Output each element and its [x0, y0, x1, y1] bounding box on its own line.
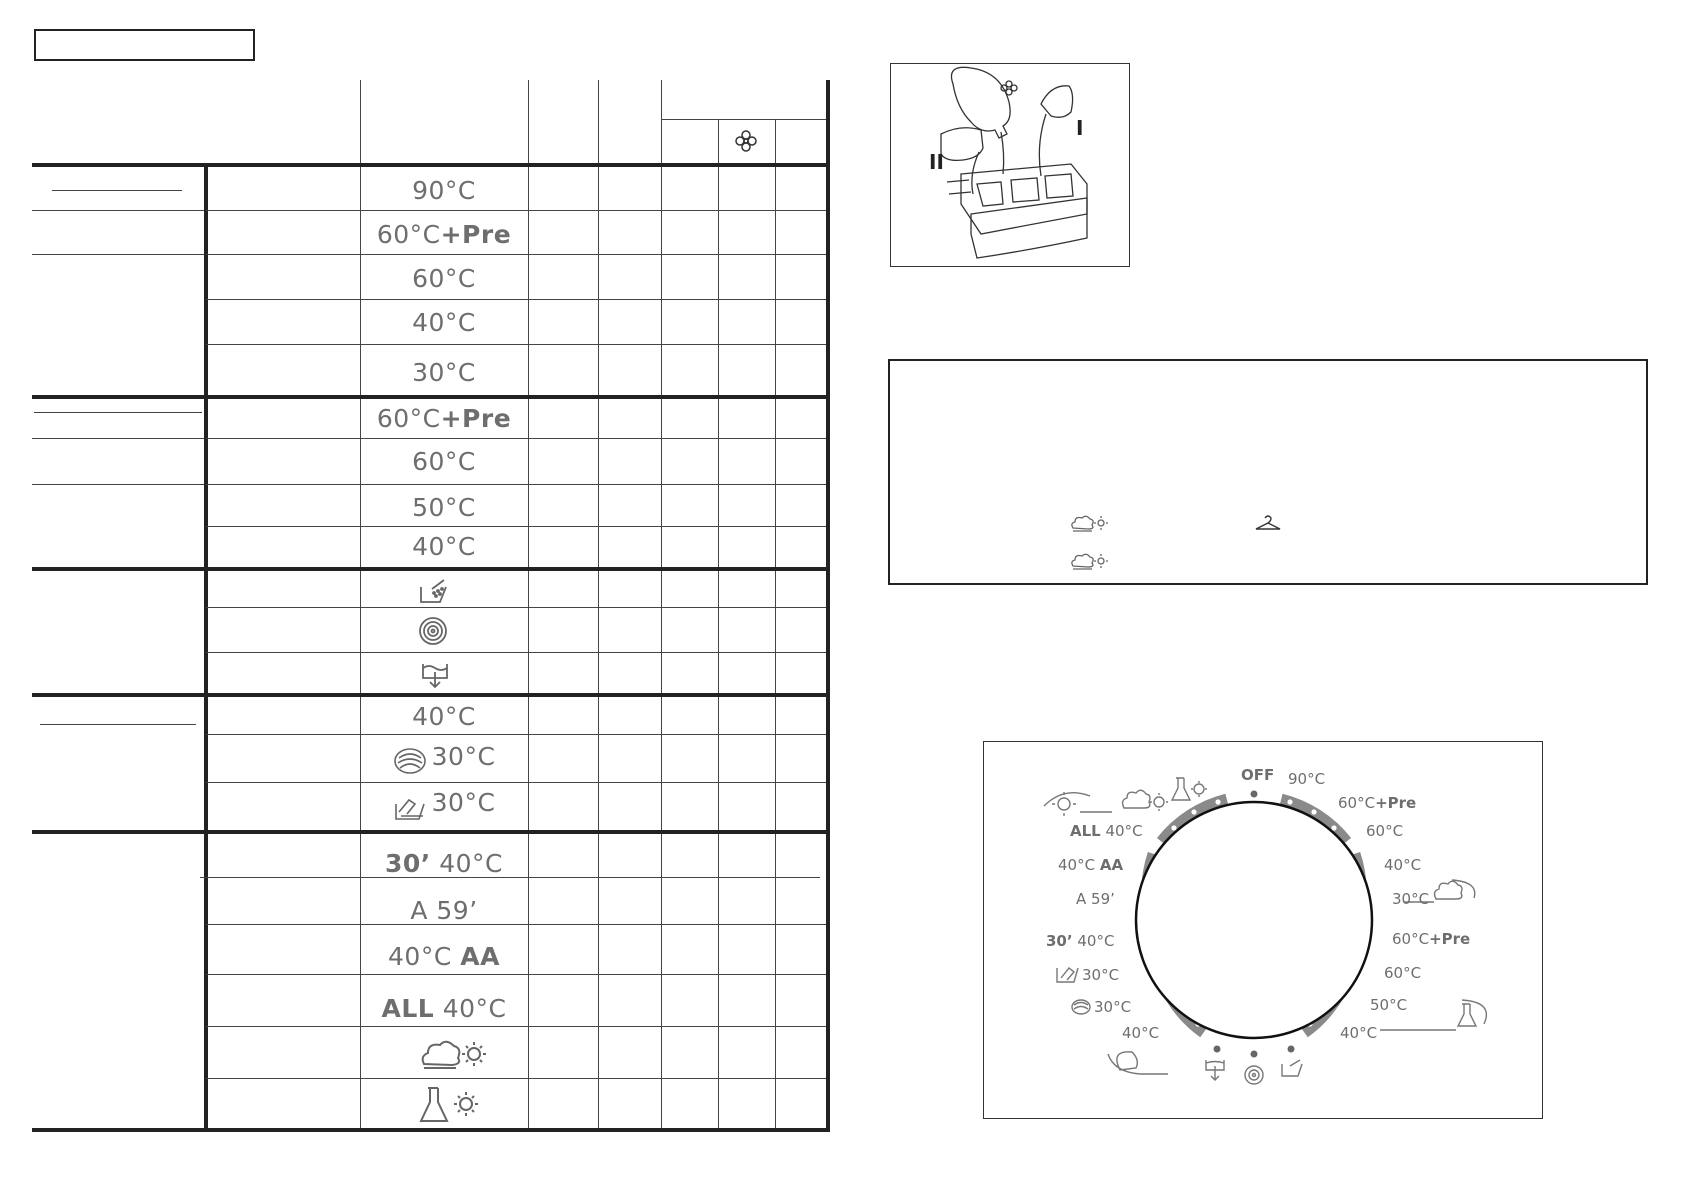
compartment-2-label: II [929, 150, 944, 174]
notice-box [888, 359, 1648, 585]
dial-label-right: 30°C [1392, 890, 1430, 908]
flower-softener-icon [733, 128, 759, 154]
dial-label-right: 40°C [1384, 856, 1422, 874]
row-temp: 60°C [412, 447, 476, 476]
row-temp: A 59’ [410, 896, 478, 925]
flask-sun-icon [418, 1086, 482, 1124]
hanger-icon [1253, 513, 1283, 533]
row-temp: 60°C+Pre [376, 220, 512, 249]
dial-label-right: 60°C+Pre [1392, 930, 1471, 948]
row-temp: 40°C [412, 532, 476, 561]
drain-pump-icon [420, 660, 450, 690]
spin-spiral-icon [418, 616, 448, 646]
row-temp: 50°C [412, 493, 476, 522]
row-temp: 60°C [412, 264, 476, 293]
programme-table [0, 0, 840, 1160]
dial-label-left: 40°C AA [1058, 856, 1124, 874]
cloud-sun-icon [418, 1036, 488, 1072]
dial-label-left: 40°C [1122, 1024, 1160, 1042]
row-hand-wash: 30°C [360, 788, 528, 822]
row-temp: 30’ 40°C [384, 849, 504, 878]
dial-off-label: OFF [1241, 766, 1275, 784]
wool-icon [393, 746, 427, 776]
compartment-1-label: I [1076, 116, 1084, 140]
dial-label-left: A 59’ [1076, 890, 1115, 908]
dial-label-right: 50°C [1370, 996, 1408, 1014]
hand-wash-icon [393, 792, 427, 822]
dial-label-right: 40°C [1340, 1024, 1378, 1042]
dial-label-right: 90°C [1288, 770, 1326, 788]
dial-label-right: 60°C+Pre [1338, 794, 1417, 812]
row-temp: 90°C [412, 176, 476, 205]
drawer-drawing [891, 64, 1131, 268]
programme-dial-panel [983, 741, 1543, 1119]
dial-label-right: 60°C [1366, 822, 1404, 840]
dial-label-left: 30°C [1094, 998, 1132, 1016]
row-temp: 40°C AA [388, 942, 500, 971]
dial-label-left: 30’ 40°C [1046, 932, 1115, 950]
row-temp: ALL 40°C [381, 994, 507, 1023]
dial-label-right: 60°C [1384, 964, 1422, 982]
dial-label-left: 30°C [1082, 966, 1120, 984]
detergent-drawer-illustration [890, 63, 1130, 267]
cloud-sun-icon [1070, 551, 1110, 571]
cloud-sun-icon [1070, 513, 1110, 533]
rinse-shower-icon [418, 577, 450, 605]
row-wool: 30°C [360, 742, 528, 776]
dial-label-left: ALL 40°C [1070, 822, 1143, 840]
row-temp: 30°C [412, 358, 476, 387]
row-temp: 40°C [412, 702, 476, 731]
row-temp: 40°C [412, 308, 476, 337]
row-temp: 60°C+Pre [376, 404, 512, 433]
